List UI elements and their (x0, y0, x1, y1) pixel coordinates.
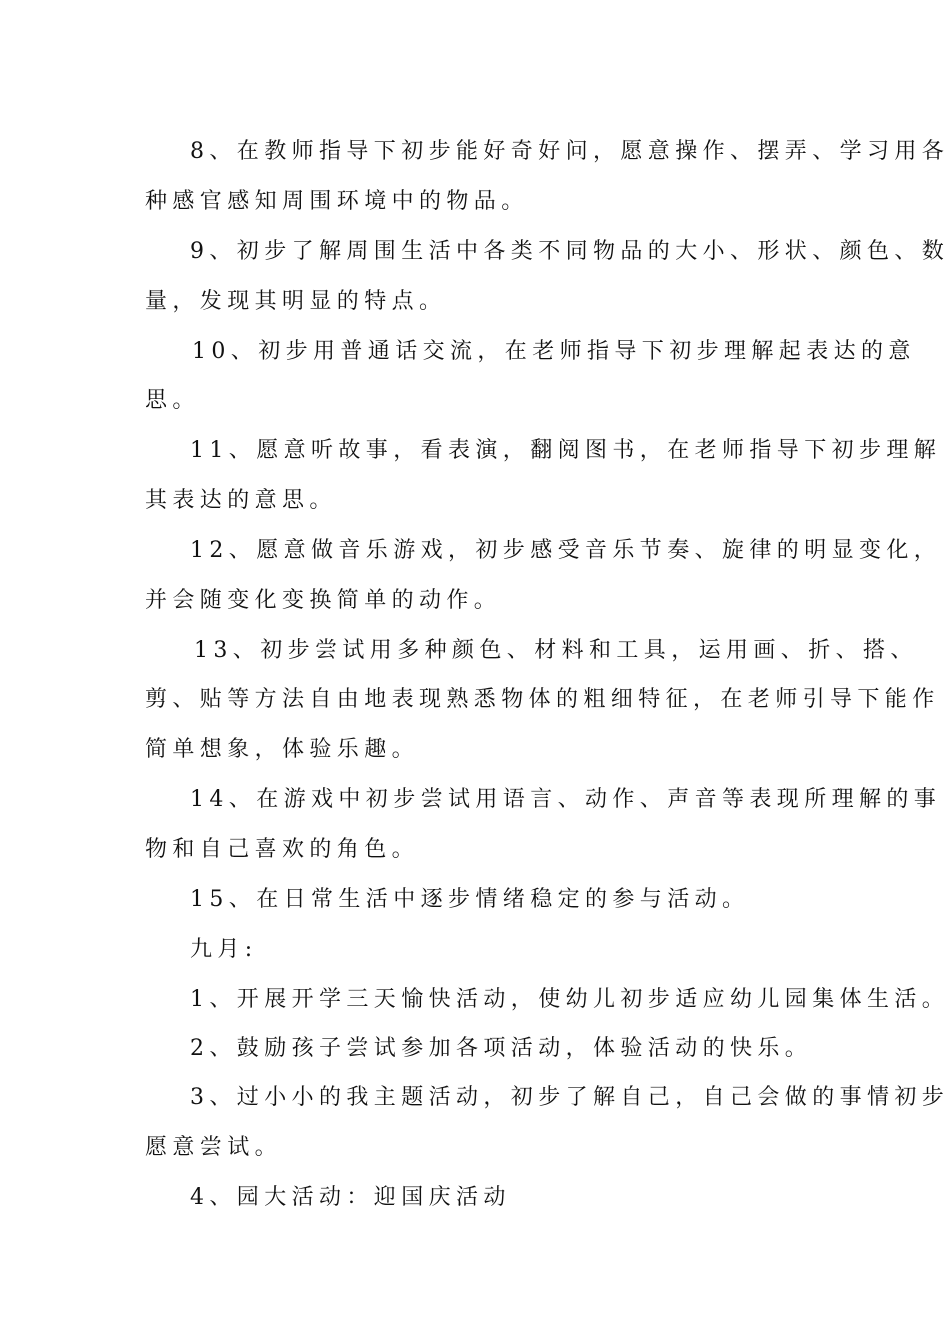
text-line-item13-part3: 简单想象，体验乐趣。 (145, 737, 420, 762)
text-line-item15: 15、在日常生活中逐步情绪稳定的参与活动。 (190, 887, 750, 912)
text-line-sept-item4: 4、园大活动：迎国庆活动 (190, 1185, 511, 1210)
text-line-item10-part1: 10、初步用普通话交流，在老师指导下初步理解起表达的意 (192, 339, 916, 364)
text-line-item9-part2: 量，发现其明显的特点。 (145, 289, 447, 314)
text-line-item11-part2: 其表达的意思。 (145, 488, 337, 513)
text-line-item14-part2: 物和自己喜欢的角色。 (145, 837, 420, 862)
text-line-item13-part1: 13、初步尝试用多种颜色、材料和工具，运用画、折、搭、 (194, 638, 918, 663)
section-heading-september: 九月: (190, 937, 258, 962)
text-line-item9-part1: 9、初步了解周围生活中各类不同物品的大小、形状、颜色、数 (190, 239, 950, 264)
text-line-item14-part1: 14、在游戏中初步尝试用语言、动作、声音等表现所理解的事 (190, 787, 942, 812)
text-line-sept-item2: 2、鼓励孩子尝试参加各项活动，体验活动的快乐。 (190, 1036, 813, 1061)
text-line-item12-part1: 12、愿意做音乐游戏，初步感受音乐节奏、旋律的明显变化， (190, 538, 942, 563)
text-line-sept-item3-part1: 3、过小小的我主题活动，初步了解自己，自己会做的事情初步 (190, 1085, 950, 1110)
text-line-item10-part2: 思。 (145, 388, 200, 413)
text-line-item8-part1: 8、在教师指导下初步能好奇好问，愿意操作、摆弄、学习用各 (190, 139, 950, 164)
text-line-item13-part2: 剪、贴等方法自由地表现熟悉物体的粗细特征，在老师引导下能作 (145, 687, 940, 712)
text-line-item11-part1: 11、愿意听故事，看表演，翻阅图书，在老师指导下初步理解 (190, 438, 942, 463)
text-line-sept-item1: 1、开展开学三天愉快活动，使幼儿初步适应幼儿园集体生活。 (190, 987, 950, 1012)
text-line-item12-part2: 并会随变化变换简单的动作。 (145, 588, 502, 613)
text-line-item8-part2: 种感官感知周围环境中的物品。 (145, 189, 529, 214)
text-line-sept-item3-part2: 愿意尝试。 (145, 1135, 283, 1160)
